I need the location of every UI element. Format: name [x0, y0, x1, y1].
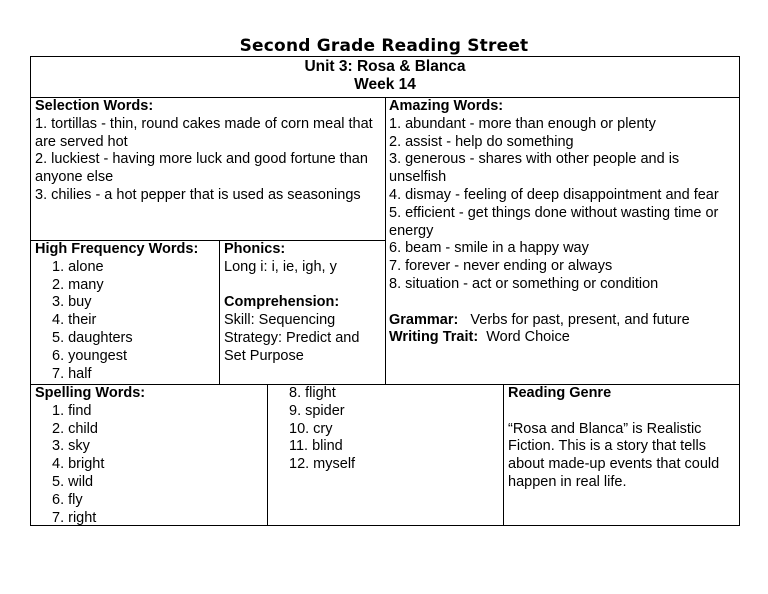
amazing-word-item: 4. dismay - feeling of deep disappointment and fear [389, 186, 719, 203]
spelling-item: 8. flight [289, 385, 336, 401]
spelling-item: 11. blind [289, 438, 343, 455]
selection-words-heading: Selection Words: [35, 98, 154, 114]
spelling-item: 5. wild [52, 473, 94, 490]
spelling-section-continued [272, 385, 500, 474]
week-title: Week 14 [354, 76, 416, 93]
amazing-word-item: 5. efficient - get things done without wasting time or energy [389, 204, 719, 239]
table-header [31, 58, 739, 96]
spelling-item: 1. find [52, 402, 92, 419]
reading-genre-heading: Reading Genre [508, 385, 612, 401]
amazing-word-item: 2. assist - help do something [389, 133, 574, 150]
high-frequency-section [35, 241, 217, 383]
comprehension-strategy: Strategy: Predict and Set Purpose [224, 329, 360, 364]
comprehension-skill: Skill: Sequencing [224, 312, 336, 329]
reading-genre-section [508, 385, 736, 492]
spelling-item: 12. myself [289, 456, 356, 473]
grammar-label: Grammar: [389, 311, 459, 328]
amazing-word-item: 6. beam - smile in a happy way [389, 240, 589, 257]
document-title: Second Grade Reading Street [239, 36, 529, 56]
selection-word-item: 3. chilies - a hot pepper that is used as seasonings [35, 186, 361, 203]
spelling-item: 10. cry [289, 420, 333, 437]
unit-title: Unit 3: Rosa & Blanca [304, 58, 466, 75]
high-frequency-item: 4. their [52, 312, 97, 329]
spelling-item: 9. spider [289, 402, 345, 419]
comprehension-heading: Comprehension: [224, 294, 340, 311]
spelling-heading: Spelling Words: [35, 385, 146, 401]
spelling-item: 6. fly [52, 491, 83, 508]
high-frequency-item: 1. alone [52, 258, 104, 275]
selection-word-item: 2. luckiest - having more luck and good fortune than anyone else [35, 151, 368, 186]
grammar-line [389, 312, 737, 330]
writing-trait-value: Word Choice [486, 329, 570, 346]
spelling-item: 2. child [52, 420, 98, 437]
high-frequency-item: 7. half [52, 365, 92, 382]
spelling-section [35, 385, 265, 527]
high-frequency-item: 5. daughters [52, 329, 133, 346]
reading-table [30, 56, 740, 526]
spelling-item: 7. right [52, 509, 97, 526]
amazing-words-section [389, 98, 737, 347]
selection-word-item: 1. tortillas - thin, round cakes made of corn meal that are served hot [35, 115, 373, 150]
high-frequency-item: 2. many [52, 276, 104, 293]
phonics-value: Long i: i, ie, igh, y [224, 258, 337, 275]
reading-genre-text: “Rosa and Blanca” is Realistic Fiction. This is a story that tells about made-up events that could happen in real life. [508, 420, 720, 490]
spelling-item: 4. bright [52, 456, 105, 473]
amazing-word-item: 3. generous - shares with other people and is unselfish [389, 151, 680, 186]
spelling-item: 3. sky [52, 438, 90, 455]
amazing-words-heading: Amazing Words: [389, 98, 504, 114]
amazing-word-item: 8. situation - act or something or condition [389, 275, 659, 292]
writing-trait-label: Writing Trait: [389, 329, 479, 346]
selection-words-section [35, 98, 381, 205]
phonics-heading: Phonics: [224, 241, 286, 257]
grammar-value: Verbs for past, present, and future [470, 311, 690, 328]
high-frequency-heading: High Frequency Words: [35, 241, 199, 257]
writing-trait-line [389, 329, 737, 347]
amazing-word-item: 7. forever - never ending or always [389, 258, 613, 275]
high-frequency-item: 6. youngest [52, 347, 127, 364]
phonics-comprehension-section [224, 241, 382, 366]
high-frequency-item: 3. buy [52, 294, 92, 311]
amazing-word-item: 1. abundant - more than enough or plenty [389, 115, 656, 132]
